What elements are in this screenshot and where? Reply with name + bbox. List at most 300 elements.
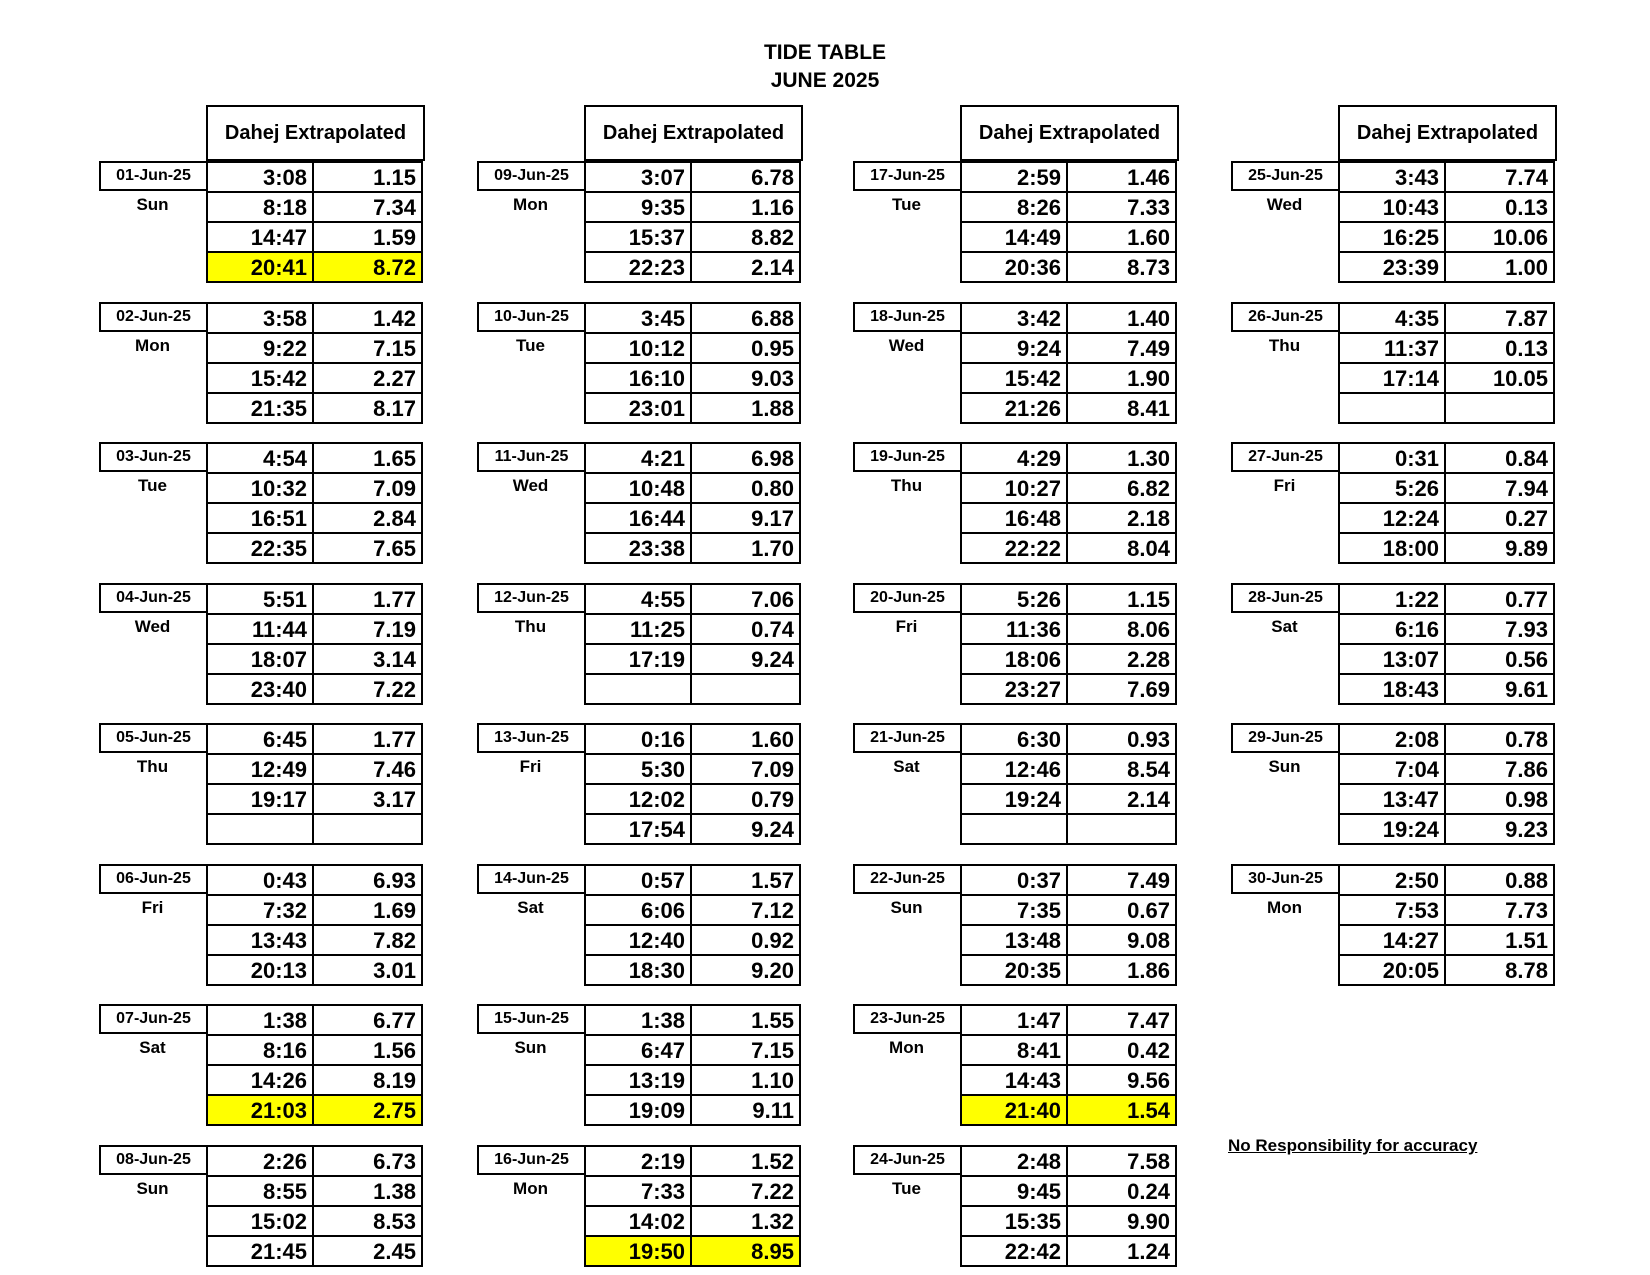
date-label: 12-Jun-25 <box>477 583 586 613</box>
tide-row <box>206 442 423 472</box>
tide-row <box>1338 583 1555 613</box>
tide-time: 5:51 <box>208 585 314 613</box>
weekday-label: Sat <box>517 897 544 917</box>
tide-height: 1.70 <box>751 536 794 561</box>
tide-height: 1.30 <box>1127 446 1170 471</box>
tide-height: 0.93 <box>1127 727 1170 752</box>
tide-grid <box>206 1145 423 1267</box>
tide-height: 7.49 <box>1127 335 1170 361</box>
tide-row <box>1338 613 1555 643</box>
tide-grid <box>960 864 1177 986</box>
tide-height: 8.78 <box>1505 957 1548 983</box>
tide-row <box>960 502 1177 532</box>
tide-row <box>206 191 423 221</box>
tide-height: 7.12 <box>751 897 794 923</box>
tide-height: 0.56 <box>1505 646 1548 672</box>
tide-row <box>206 1004 423 1034</box>
tide-height: 0.67 <box>1127 897 1170 923</box>
tide-row <box>206 1205 423 1235</box>
tide-row <box>584 191 801 221</box>
day-block <box>99 583 423 702</box>
tide-time: 8:26 <box>962 193 1068 221</box>
tide-height: 7.09 <box>751 757 794 782</box>
tide-time: 13:47 <box>1340 785 1446 813</box>
tide-row <box>1338 783 1555 813</box>
date-label: 14-Jun-25 <box>477 864 586 894</box>
tide-row <box>584 613 801 643</box>
tide-height: 1.10 <box>751 1068 794 1093</box>
tide-row <box>584 813 801 845</box>
tide-row <box>206 813 423 845</box>
tide-time: 10:48 <box>586 474 692 502</box>
tide-row <box>960 643 1177 673</box>
tide-time: 15:42 <box>962 364 1068 392</box>
tide-time: 7:04 <box>1340 755 1446 783</box>
tide-time: 3:43 <box>1340 163 1446 191</box>
tide-time: 22:35 <box>208 534 314 562</box>
tide-row <box>960 1145 1177 1175</box>
tide-time: 8:18 <box>208 193 314 221</box>
tide-row <box>206 1034 423 1064</box>
tide-height: 6.78 <box>751 165 794 190</box>
tide-height: 6.82 <box>1127 476 1170 501</box>
tide-height: 7.09 <box>373 476 416 501</box>
tide-row <box>1338 442 1555 472</box>
tide-grid <box>584 302 801 424</box>
date-label: 23-Jun-25 <box>853 1004 962 1034</box>
tide-row <box>1338 161 1555 191</box>
tide-height: 0.98 <box>1505 787 1548 812</box>
tide-height: 0.27 <box>1505 506 1548 531</box>
tide-height: 7.47 <box>1127 1008 1170 1033</box>
tide-row <box>960 1235 1177 1267</box>
tide-time: 20:05 <box>1340 956 1446 984</box>
tide-row <box>206 924 423 954</box>
tide-row <box>584 302 801 332</box>
tide-row <box>206 673 423 705</box>
tide-height: 2.18 <box>1127 506 1170 531</box>
tide-row <box>1338 472 1555 502</box>
tide-time: 10:12 <box>586 334 692 362</box>
date-label: 21-Jun-25 <box>853 723 962 753</box>
tide-time: 10:32 <box>208 474 314 502</box>
tide-height: 7.86 <box>1505 757 1548 782</box>
date-label: 05-Jun-25 <box>99 723 208 753</box>
tide-row <box>206 643 423 673</box>
date-label: 07-Jun-25 <box>99 1004 208 1034</box>
tide-height: 9.03 <box>751 365 794 391</box>
tide-grid <box>1338 723 1555 845</box>
tide-row <box>584 1235 801 1267</box>
tide-row <box>1338 753 1555 783</box>
tide-grid <box>584 1145 801 1267</box>
tide-time: 23:39 <box>1340 253 1446 281</box>
tide-grid <box>206 161 423 283</box>
tide-time: 12:46 <box>962 755 1068 783</box>
tide-time: 15:02 <box>208 1207 314 1235</box>
tide-height: 1.90 <box>1127 365 1170 391</box>
tide-height: 0.95 <box>751 335 794 361</box>
tide-time: 10:27 <box>962 474 1068 502</box>
tide-height: 10.05 <box>1492 365 1548 391</box>
tide-height: 6.93 <box>373 867 416 893</box>
weekday-label: Sun <box>1268 757 1301 776</box>
tide-row <box>206 472 423 502</box>
tide-row <box>960 1004 1177 1034</box>
tide-row <box>1338 251 1555 283</box>
tide-height: 9.20 <box>751 957 794 983</box>
tide-row <box>584 583 801 613</box>
tide-row <box>1338 723 1555 753</box>
tide-time: 22:23 <box>586 253 692 281</box>
tide-row <box>960 894 1177 924</box>
tide-row <box>584 472 801 502</box>
tide-time: 11:25 <box>586 615 692 643</box>
tide-time <box>962 815 1068 843</box>
tide-grid <box>960 1145 1177 1267</box>
tide-height: 0.78 <box>1505 727 1548 752</box>
day-block <box>99 1004 423 1123</box>
day-block <box>853 583 1177 702</box>
tide-grid <box>960 1004 1177 1126</box>
tide-time <box>1340 394 1446 422</box>
tide-height: 1.77 <box>373 727 416 752</box>
tide-time: 14:47 <box>208 223 314 251</box>
tide-row <box>206 502 423 532</box>
disclaimer-note: No Responsibility for accuracy <box>1228 1136 1478 1155</box>
tide-row <box>960 813 1177 845</box>
tide-grid <box>960 442 1177 564</box>
tide-row <box>584 924 801 954</box>
tide-time: 17:54 <box>586 815 692 843</box>
tide-row <box>206 753 423 783</box>
tide-time: 12:49 <box>208 755 314 783</box>
tide-height: 7.73 <box>1505 897 1548 923</box>
tide-height: 6.88 <box>751 305 794 331</box>
tide-grid <box>206 302 423 424</box>
tide-row <box>1338 894 1555 924</box>
tide-time: 6:47 <box>586 1036 692 1064</box>
tide-time: 14:49 <box>962 223 1068 251</box>
date-label: 17-Jun-25 <box>853 161 962 191</box>
tide-row <box>584 753 801 783</box>
tide-height: 0.42 <box>1127 1038 1170 1063</box>
tide-height: 7.58 <box>1127 1148 1170 1174</box>
tide-row <box>960 191 1177 221</box>
tide-time: 2:19 <box>586 1147 692 1175</box>
tide-time: 6:06 <box>586 896 692 924</box>
weekday-label: Sat <box>139 1038 166 1057</box>
tide-time: 0:31 <box>1340 444 1446 472</box>
tide-time: 7:32 <box>208 896 314 924</box>
weekday-label: Mon <box>513 195 548 214</box>
tide-time: 21:45 <box>208 1237 314 1265</box>
tide-time: 20:35 <box>962 956 1068 984</box>
tide-row <box>584 442 801 472</box>
day-block <box>1231 161 1555 280</box>
tide-row <box>206 723 423 753</box>
tide-height: 7.49 <box>1127 867 1170 893</box>
tide-height: 8.06 <box>1127 616 1170 642</box>
tide-height: 8.17 <box>373 395 416 421</box>
tide-height: 0.84 <box>1505 446 1548 471</box>
weekday-label: Tue <box>516 335 545 355</box>
tide-row <box>1338 221 1555 251</box>
tide-row <box>960 532 1177 564</box>
day-block <box>853 302 1177 421</box>
weekday-label: Sun <box>890 897 923 917</box>
tide-time: 14:26 <box>208 1066 314 1094</box>
tide-height: 7.19 <box>373 616 416 642</box>
tide-time: 9:35 <box>586 193 692 221</box>
date-label: 15-Jun-25 <box>477 1004 586 1034</box>
tide-height: 1.55 <box>751 1008 794 1033</box>
tide-height: 1.38 <box>373 1178 416 1204</box>
tide-time: 19:24 <box>1340 815 1446 843</box>
tide-height: 7.15 <box>751 1038 794 1063</box>
tide-time: 3:45 <box>586 304 692 332</box>
tide-row <box>1338 864 1555 894</box>
date-label: 09-Jun-25 <box>477 161 586 191</box>
tide-row <box>584 1034 801 1064</box>
tide-height: 3.17 <box>373 787 416 812</box>
date-label: 04-Jun-25 <box>99 583 208 613</box>
page-subtitle: JUNE 2025 <box>770 69 880 92</box>
tide-height: 0.79 <box>751 787 794 812</box>
tide-time: 7:35 <box>962 896 1068 924</box>
tide-height: 0.13 <box>1505 335 1548 361</box>
tide-height: 7.93 <box>1505 616 1548 642</box>
date-label: 16-Jun-25 <box>477 1145 586 1175</box>
day-block <box>853 864 1177 983</box>
tide-time: 0:37 <box>962 866 1068 894</box>
tide-row <box>206 1235 423 1267</box>
tide-row <box>584 251 801 283</box>
tide-time: 17:14 <box>1340 364 1446 392</box>
weekday-label: Wed <box>134 616 171 636</box>
date-label: 30-Jun-25 <box>1231 864 1340 894</box>
tide-height: 6.73 <box>373 1148 416 1174</box>
weekday-label: Fri <box>895 616 918 636</box>
tide-grid <box>584 864 801 986</box>
tide-row <box>1338 502 1555 532</box>
tide-height: 9.61 <box>1505 676 1548 702</box>
tide-time: 16:10 <box>586 364 692 392</box>
weekday-label: Tue <box>892 1178 921 1198</box>
tide-height: 2.75 <box>314 1096 421 1124</box>
day-block <box>477 1004 801 1123</box>
tide-time: 3:58 <box>208 304 314 332</box>
tide-time: 21:35 <box>208 394 314 422</box>
tide-row <box>960 924 1177 954</box>
weekday-label: Sun <box>136 195 169 214</box>
tide-height: 9.90 <box>1127 1208 1170 1234</box>
tide-row <box>960 864 1177 894</box>
tide-height: 1.51 <box>1505 927 1548 953</box>
tide-height: 3.14 <box>373 646 416 672</box>
date-label: 10-Jun-25 <box>477 302 586 332</box>
tide-time: 4:55 <box>586 585 692 613</box>
tide-height: 1.65 <box>373 446 416 471</box>
tide-height: 2.28 <box>1127 646 1170 672</box>
tide-height: 8.19 <box>373 1068 416 1093</box>
tide-row <box>960 1034 1177 1064</box>
tide-row <box>960 753 1177 783</box>
day-block <box>99 1145 423 1264</box>
tide-time: 23:01 <box>586 394 692 422</box>
tide-time: 16:48 <box>962 504 1068 532</box>
tide-height: 1.24 <box>1127 1238 1170 1264</box>
tide-row <box>960 392 1177 424</box>
tide-time: 2:26 <box>208 1147 314 1175</box>
tide-time: 8:55 <box>208 1177 314 1205</box>
tide-row <box>206 583 423 613</box>
day-block <box>1231 723 1555 842</box>
tide-row <box>206 251 423 283</box>
tide-time: 18:00 <box>1340 534 1446 562</box>
weekday-label: Thu <box>136 757 169 776</box>
tide-height: 0.88 <box>1505 867 1548 893</box>
tide-time: 22:22 <box>962 534 1068 562</box>
weekday-label: Thu <box>1268 335 1301 355</box>
tide-height: 1.42 <box>373 305 416 331</box>
tide-height: 8.95 <box>692 1237 799 1265</box>
tide-height: 9.89 <box>1505 536 1548 561</box>
tide-height: 1.86 <box>1127 957 1170 983</box>
weekday-label: Fri <box>141 897 164 917</box>
tide-time: 2:08 <box>1340 725 1446 753</box>
tide-time: 15:42 <box>208 364 314 392</box>
tide-height <box>1446 394 1553 422</box>
tide-height: 1.69 <box>373 897 416 923</box>
tide-height: 0.13 <box>1505 195 1548 220</box>
date-label: 03-Jun-25 <box>99 442 208 472</box>
tide-height: 2.27 <box>373 365 416 391</box>
tide-row <box>1338 643 1555 673</box>
day-block <box>99 442 423 561</box>
tide-row <box>584 1175 801 1205</box>
tide-grid <box>960 723 1177 845</box>
tide-height: 2.14 <box>1127 787 1170 812</box>
day-block <box>853 1145 1177 1264</box>
date-label: 13-Jun-25 <box>477 723 586 753</box>
tide-row <box>960 783 1177 813</box>
tide-height: 7.33 <box>1127 195 1170 220</box>
tide-height: 7.22 <box>373 676 416 702</box>
tide-height: 8.04 <box>1127 536 1170 561</box>
tide-time: 20:36 <box>962 253 1068 281</box>
tide-grid <box>584 1004 801 1126</box>
weekday-label: Thu <box>514 616 547 636</box>
tide-row <box>206 783 423 813</box>
tide-height: 7.94 <box>1505 476 1548 501</box>
day-block <box>1231 864 1555 983</box>
day-block <box>477 723 801 842</box>
tide-time: 23:40 <box>208 675 314 703</box>
day-block <box>477 864 801 983</box>
tide-height: 0.74 <box>751 616 794 642</box>
tide-grid <box>960 161 1177 283</box>
tide-height: 1.54 <box>1068 1096 1175 1124</box>
tide-time <box>586 675 692 703</box>
day-block <box>1231 302 1555 418</box>
tide-height: 1.32 <box>751 1208 794 1234</box>
date-label: 08-Jun-25 <box>99 1145 208 1175</box>
tide-time: 20:13 <box>208 956 314 984</box>
tide-time: 16:51 <box>208 504 314 532</box>
tide-height: 9.11 <box>752 1098 794 1123</box>
tide-grid <box>584 583 801 705</box>
tide-time: 19:17 <box>208 785 314 813</box>
tide-time: 2:50 <box>1340 866 1446 894</box>
tide-row <box>1338 924 1555 954</box>
tide-time: 6:16 <box>1340 615 1446 643</box>
tide-height: 1.56 <box>373 1038 416 1063</box>
tide-time: 1:38 <box>586 1006 692 1034</box>
tide-time: 7:33 <box>586 1177 692 1205</box>
tide-time: 5:26 <box>1340 474 1446 502</box>
tide-time: 19:09 <box>586 1096 692 1124</box>
tide-time: 15:35 <box>962 1207 1068 1235</box>
tide-height: 7.65 <box>373 536 416 561</box>
tide-height: 1.46 <box>1127 165 1170 190</box>
tide-time: 14:02 <box>586 1207 692 1235</box>
weekday-label: Fri <box>1273 476 1296 495</box>
tide-time: 8:16 <box>208 1036 314 1064</box>
tide-height: 8.53 <box>373 1208 416 1234</box>
tide-height: 0.77 <box>1505 586 1548 612</box>
tide-height: 1.00 <box>1505 255 1548 280</box>
tide-row <box>584 643 801 673</box>
tide-height <box>692 675 799 703</box>
tide-time <box>208 815 314 843</box>
tide-time: 11:37 <box>1340 334 1446 362</box>
tide-row <box>584 673 801 705</box>
day-block <box>477 1145 801 1264</box>
tide-height: 1.77 <box>373 586 416 612</box>
tide-row <box>960 1064 1177 1094</box>
tide-grid <box>960 583 1177 705</box>
tide-time: 4:21 <box>586 444 692 472</box>
tide-time: 9:24 <box>962 334 1068 362</box>
date-label: 27-Jun-25 <box>1231 442 1340 472</box>
tide-time: 13:07 <box>1340 645 1446 673</box>
weekday-label: Wed <box>512 476 549 495</box>
tide-time: 13:43 <box>208 926 314 954</box>
tide-grid <box>1338 864 1555 986</box>
tide-time: 9:45 <box>962 1177 1068 1205</box>
tide-time: 14:27 <box>1340 926 1446 954</box>
tide-height: 7.06 <box>751 586 794 612</box>
tide-grid <box>1338 161 1555 283</box>
tide-row <box>584 1064 801 1094</box>
tide-height: 2.14 <box>751 255 794 280</box>
tide-time: 4:54 <box>208 444 314 472</box>
tide-height: 2.84 <box>373 506 416 531</box>
tide-time: 19:24 <box>962 785 1068 813</box>
tide-row <box>584 532 801 564</box>
tide-row <box>206 161 423 191</box>
tide-grid <box>960 302 1177 424</box>
tide-time: 7:53 <box>1340 896 1446 924</box>
tide-row <box>206 392 423 424</box>
tide-row <box>584 1004 801 1034</box>
tide-height: 1.88 <box>751 395 794 421</box>
tide-row <box>206 613 423 643</box>
tide-grid <box>1338 442 1555 564</box>
tide-height: 1.15 <box>1127 586 1170 612</box>
date-label: 19-Jun-25 <box>853 442 962 472</box>
